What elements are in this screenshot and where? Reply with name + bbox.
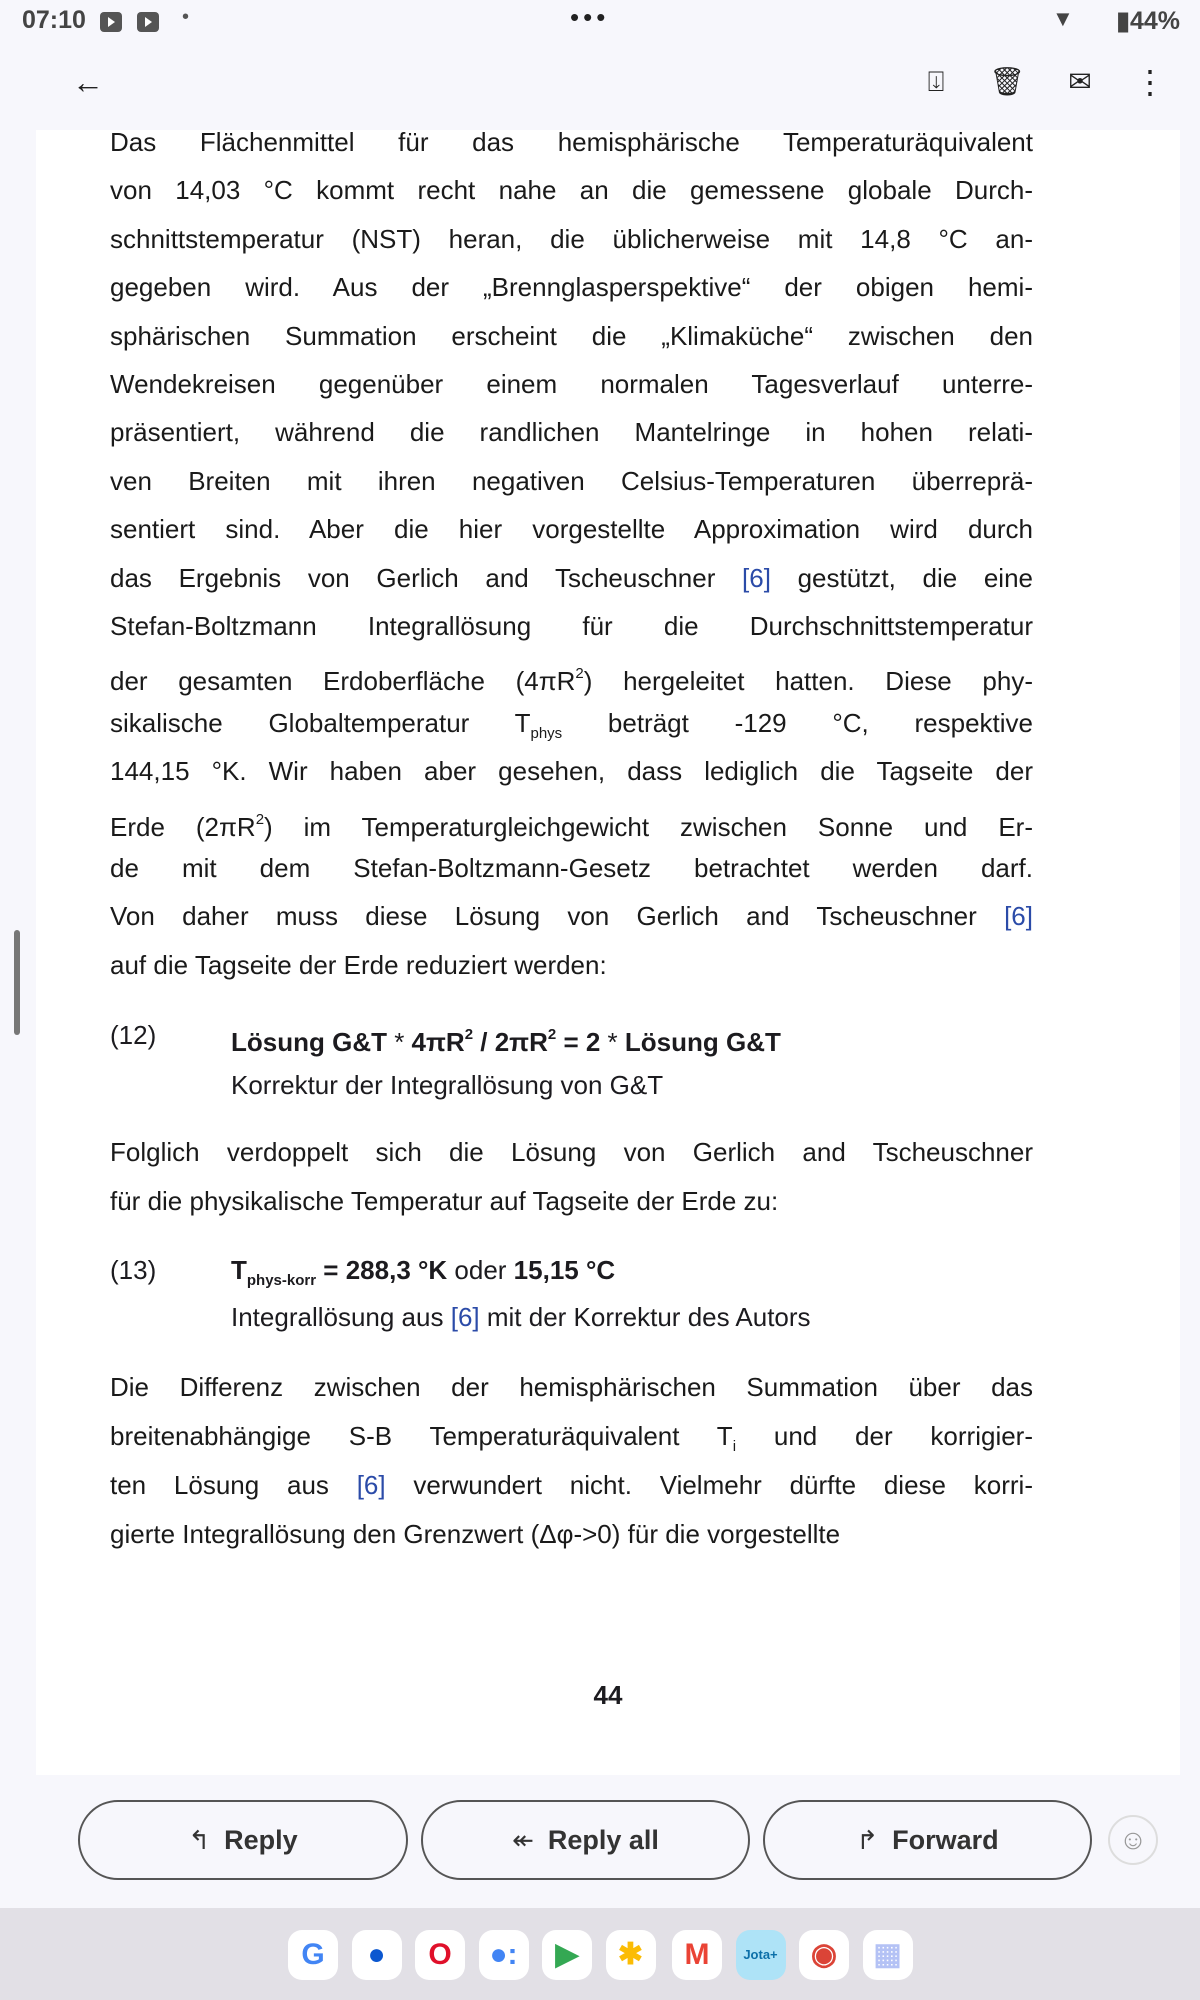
app-icon-jota-text-editor[interactable]: Jota+ [736,1930,786,1980]
text-line [110,415,1033,449]
text-run: präsentiert, während die randlichen Mantelringe in hohen relati- [110,417,1033,448]
text-run: und der korrigier- [736,1421,1033,1451]
text-run: i [732,1438,737,1455]
text-run: 4πR [404,1027,465,1057]
text-run: 15,15 °C [513,1255,616,1285]
text-run: Die Differenz zwischen der hemisphärischen Summation über das [110,1372,1033,1402]
text-line [110,173,1033,207]
reply-all-button[interactable] [421,1800,750,1880]
text-line [110,1370,1033,1404]
app-icon-opera[interactable]: O [415,1930,465,1980]
text-line [110,948,1033,982]
app-icon-photos[interactable]: ✱ [606,1930,656,1980]
forward-label: Forward [892,1824,999,1855]
text-line [110,1517,1033,1551]
text-run: ten Lösung aus [110,1470,357,1500]
text-run: ) hergeleitet hatten. Diese phy- [583,666,1033,697]
text-run: der gesamten Erdoberfläche (4πR [110,666,576,697]
text-run: beträgt -129 °C, respektive [562,707,1033,738]
text-run: von 14,03 °C kommt recht nahe an die gemessene globale Durch- [110,175,1033,206]
text-line [110,1419,1033,1464]
archive-icon[interactable]: ⍗ [927,66,945,97]
equation-number: (12) [110,1020,157,1050]
text-run: 2 [547,1026,557,1043]
text-line [110,706,1033,751]
app-icon-chrome[interactable]: ◉ [799,1930,849,1980]
text-run: * [607,1027,618,1057]
text-line [110,1184,1033,1218]
text-line [110,899,1033,933]
text-line [110,319,1033,353]
reply-all-icon: ↞ [512,1824,534,1855]
delete-icon[interactable]: 🗑 [989,66,1025,97]
text-line [110,609,1033,643]
text-run: Stefan-Boltzmann Integrallösung für die Durchschnittstemperatur [110,611,1033,641]
text-run: ) im Temperaturgleichgewicht zwischen Sonne und Er- [264,811,1033,842]
multitask-dots-icon[interactable]: ••• [570,2,610,32]
pdf-page [36,130,1180,1775]
text-run: das Ergebnis von Gerlich and Tscheuschner [110,562,743,593]
text-run: für die physikalische Temperatur auf Tagseite der Erde zu: [110,1186,779,1216]
text-run: phys [530,724,563,742]
text-run: oder [447,1255,514,1285]
text-line [110,464,1033,498]
text-line [110,1468,1033,1502]
text-run: 2 [464,1026,474,1043]
text-run: sikalische Globaltemperatur T [110,707,531,738]
text-run: Das Flächenmittel für das hemisphärische Temperaturäquivalent [110,130,1033,157]
battery-percent: 44% [1129,7,1180,35]
youtube-notification-icon [137,12,159,32]
text-run: Korrektur der Integrallösung von G&T [231,1070,664,1100]
app-icon-messages[interactable]: ● [352,1930,402,1980]
text-run: gierte Integrallösung den Grenzwert (Δφ->0) für die vorgestellte [110,1519,841,1549]
citation-link[interactable]: [6] [1004,901,1033,932]
text-run: sentiert sind. Aber die hier vorgestellte Approximation wird durch [110,514,1033,545]
app-icon-app-drawer[interactable]: ▦ [863,1930,913,1980]
text-run: Lösung G&T [617,1027,781,1057]
text-run: Lösung G&T [231,1027,395,1057]
page-number: 44 [593,1680,623,1710]
citation-link[interactable]: [6] [742,562,771,593]
text-line [110,270,1033,304]
text-run: phys-korr [246,1272,317,1289]
text-line [110,130,1033,159]
citation-link[interactable]: [6] [356,1470,386,1500]
reply-all-label: Reply all [547,1824,659,1855]
text-run: * [394,1027,405,1057]
text-run: breitenabhängige S-B Temperaturäquivalent T [110,1421,733,1451]
app-icon-google[interactable]: G [288,1930,338,1980]
text-line [110,1135,1033,1169]
text-line [110,512,1033,546]
text-run: Von daher muss diese Lösung von Gerlich and Tscheuschner [110,901,1005,932]
text-line [110,561,1033,595]
mark-unread-icon[interactable]: ✉ [1068,66,1092,97]
status-time: 07:10 [22,6,86,34]
text-run: = 288,3 °K [316,1255,448,1285]
text-line [110,754,1033,788]
app-icon-gmail[interactable]: M [672,1930,722,1980]
text-run: 2 [575,665,584,683]
battery-icon: ▮ [1116,7,1130,35]
text-run: de mit dem Stefan-Boltzmann-Gesetz betrachtet werden darf. [110,853,1033,883]
text-run: gegeben wird. Aus der „Brennglasperspektive“ der obigen hemi- [110,272,1033,303]
app-icon-assistant[interactable]: ●: [479,1930,529,1980]
text-line [110,851,1033,885]
reply-icon: ↰ [188,1824,211,1855]
text-run: 2 [255,810,265,828]
text-run: / 2πR [473,1027,548,1057]
forward-icon: ↱ [856,1824,879,1855]
more-vert-icon[interactable]: ⋮ [1134,64,1166,100]
battery-level [1116,6,1180,36]
text-run: ven Breiten mit ihren negativen Celsius-Temperaturen überreprä- [110,465,1033,496]
text-run: Wendekreisen gegenüber einem normalen Tagesverlauf unterre- [110,369,1033,399]
text-line [110,367,1033,401]
text-run: 144,15 °K. Wir haben aber gesehen, dass lediglich die Tagseite der [110,756,1033,787]
reply-button[interactable] [78,1800,408,1880]
forward-button[interactable] [763,1800,1092,1880]
text-run: Erde (2πR [110,811,256,842]
app-icon-play-store[interactable]: ▶ [542,1930,592,1980]
youtube-notification-icon [100,12,122,32]
status-bar [0,0,1200,44]
taskbar [0,1908,1200,2000]
text-line [110,803,1033,844]
scrollbar[interactable] [14,930,20,1035]
equation-formula [231,1253,615,1298]
equation-number: (13) [110,1255,157,1285]
text-run: Integrallösung aus [231,1302,451,1332]
text-run: Folglich verdoppelt sich die Lösung von Gerlich and Tscheuschner [110,1137,1033,1167]
emoji-reaction-icon[interactable]: ☺ [1108,1815,1158,1865]
text-run: = 2 [556,1027,608,1057]
equation-caption [231,1068,663,1102]
text-run: sphärischen Summation erscheint die „Klimaküche“ zwischen den [110,320,1033,351]
text-line [110,222,1033,256]
text-run: mit der Korrektur des Autors [479,1302,811,1332]
text-run: T [231,1255,247,1285]
back-arrow-icon[interactable]: ← [72,64,104,100]
equation-caption [231,1300,811,1334]
equation-formula [231,1018,781,1059]
citation-link[interactable]: [6] [450,1302,480,1332]
reply-label: Reply [224,1824,298,1855]
text-run: auf die Tagseite der Erde reduziert werden: [110,949,607,980]
text-run: schnittstemperatur (NST) heran, die üblicherweise mit 14,8 °C an- [110,223,1033,254]
text-line [110,657,1033,698]
notification-dot-icon: • [182,6,190,28]
text-run: gestützt, die eine [770,562,1033,593]
text-run: verwundert nicht. Vielmehr dürfte diese korri- [385,1470,1033,1500]
wifi-icon: ▼ [1052,6,1074,31]
